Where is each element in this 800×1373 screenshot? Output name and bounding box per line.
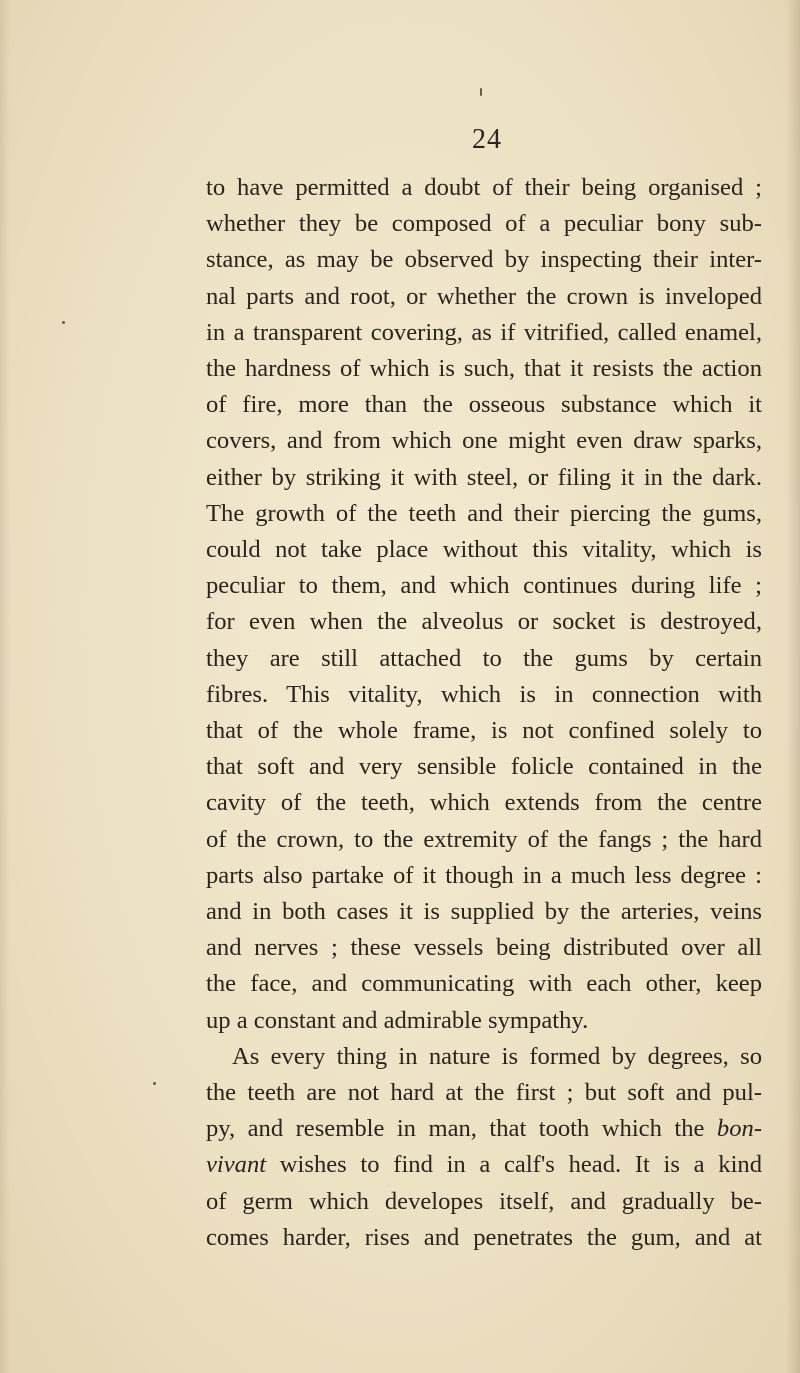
text-segment: py, and resemble in man, that tooth which the [206, 1115, 705, 1143]
text-line: in a transparent covering, as if vitrified, called enamel, [206, 318, 762, 346]
text-line: and nerves ; these vessels being distributed over all [206, 934, 762, 962]
text-line: stance, as may be observed by inspecting their inter- [206, 246, 762, 274]
text-line: that soft and very sensible folicle contained in the [206, 753, 762, 781]
text-line: for even when the alveolus or socket is destroyed, [206, 608, 762, 636]
paper-speck [480, 88, 482, 96]
text-line: parts also partake of it though in a much less degree : [206, 861, 762, 889]
text-line: up a constant and admirable sympathy. [206, 1006, 589, 1034]
text-line: to have permitted a doubt of their being organised ; [206, 174, 762, 201]
body-text [206, 170, 762, 1256]
text-line: peculiar to them, and which continues during life ; [206, 572, 762, 600]
text-line: that of the whole frame, is not confined solely to [206, 717, 762, 745]
text-line: they are still attached to the gums by certain [206, 644, 762, 672]
text-line: the face, and communicating with each other, keep [206, 970, 762, 998]
text-line: and in both cases it is supplied by the arteries, veins [206, 898, 762, 926]
italic-word: bon- [716, 1115, 762, 1143]
text-line: of the crown, to the extremity of the fangs ; the hard [206, 825, 762, 853]
text-line: whether they be composed of a peculiar bony sub- [206, 210, 762, 238]
text-line: either by striking it with steel, or filing it in the dark. [206, 463, 762, 491]
text-line: nal parts and root, or whether the crown is inveloped [206, 282, 762, 310]
text-line: cavity of the teeth, which extends from the centre [206, 789, 762, 817]
italic-word: vivant [206, 1151, 267, 1179]
text-line: could not take place without this vitality, which is [206, 536, 762, 564]
paper-speck [62, 321, 65, 324]
text-line: fibres. This vitality, which is in connection with [206, 680, 762, 708]
page-gutter-shadow [0, 0, 10, 1373]
page-number: 24 [472, 124, 502, 155]
text-line: comes harder, rises and penetrates the gum, and at [206, 1223, 762, 1251]
text-line: of fire, more than the osseous substance which it [206, 391, 762, 419]
text-line-paragraph-start: As every thing in nature is formed by degrees, so [232, 1042, 762, 1070]
text-line [206, 1147, 762, 1183]
page-edge-shadow [786, 0, 800, 1373]
text-line: The growth of the teeth and their piercing the gums, [206, 499, 762, 527]
paper-speck [153, 1082, 156, 1085]
text-line [206, 1111, 762, 1147]
text-line: the hardness of which is such, that it resists the action [206, 355, 762, 383]
text-line: covers, and from which one might even draw sparks, [206, 427, 762, 455]
text-segment: wishes to find in a calf's head. It is a kind [266, 1151, 762, 1179]
text-line: of germ which developes itself, and gradually be- [206, 1187, 762, 1215]
text-line: the teeth are not hard at the first ; but soft and pul- [206, 1079, 762, 1107]
